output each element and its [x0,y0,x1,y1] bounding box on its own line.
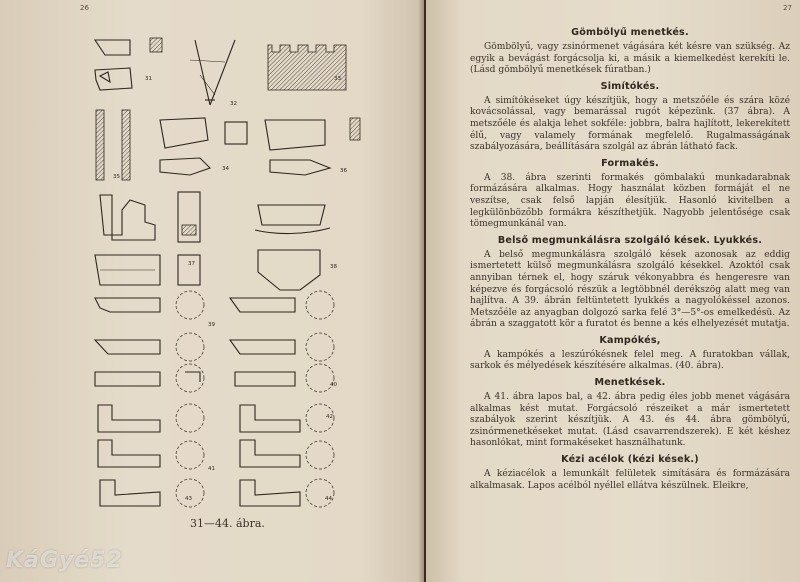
figure-31 [95,38,162,90]
figure-39 [95,291,334,361]
figure-42 [240,404,334,469]
figure-number-37: 37 [188,261,195,267]
left-page-number: 26 [80,4,89,12]
section-heading: Formakés. [601,157,659,169]
figure-32 [190,40,237,107]
figure-number-38: 38 [330,264,337,270]
figure-38 [255,205,337,290]
section-paragraph: A 41. ábra lapos bal, a 42. ábra pedig éles jobb menet vágására alkalmas kést mutat. Forgácsoló részeiket a már ismertetett szabályok szerint készítjük. A 43. és 44. ábra gömbölyű, zsinórmenetkéseket mutat. (Lásd csavarrendszerek). E két késhez hasonlókat, mint formakéseket használhatunk. [470,392,790,449]
figure-34 [96,110,247,180]
figure-35 [113,118,360,180]
section-paragraph: A kéziacélok a lemunkált felületek simítására és formázására alkalmasak. Lapos acélból nyéllel ellátva készülnek. Eleikre, [470,469,790,491]
figure-number-36: 36 [340,168,347,174]
section-heading: Menetkések. [594,377,666,389]
section-heading: Gömbölyű menetkés. [571,27,689,38]
figure-number-39: 39 [208,322,215,328]
section-paragraph: Gömbölyű, vagy zsinórmenet vágására két késre van szükség. Az egyik a bevágást forgácsolja ki, a másik a kiemelkedést kerekíti le. (Lásd gömbölyű menetkések fúratban.) [470,42,790,76]
figure-number-40: 40 [330,382,337,388]
figure-number-41: 41 [208,466,215,472]
section-paragraph: A 38. ábra szerinti formakés gömbalakú munkadarabnak formázására alkalmas. Hogy használat közben formáját el ne veszítse, csak felső lapján élesítjük. Hasonló kivitelben a legkülönbözőbb formákra készíthetjük. Nagyobb jelentősége csak tömegmunkánál van. [470,172,790,230]
section-heading: Kampókés, [599,334,661,346]
section-heading: Belső megmunkálásra szolgáló kések. Lyukkés. [497,234,763,246]
figure-40 [95,364,337,392]
figure-caption: 31—44. ábra. [190,517,265,530]
section-paragraph: A kampókés a leszúrókésnek felel meg. A furatokban vállak, sarkok és mélyedések készítésére alkalmas. (40. ábra). [470,349,790,372]
figure-44 [240,479,334,507]
section-paragraph: A simítókéseket úgy készítjük, hogy a metszőéle és szára közé kovácsolással, vagy bemarással rugót képezünk. (37 ábra). A metszőéle és alakja lehet sokféle: jobbra, balra hajlított, lekerekített élű, vagy valamely formának megfelelő. Rugalmasságának szabályozására, beállítására szolgál az ábrán látható fack. [470,95,790,153]
watermark: KáGyé52 [6,548,123,573]
figure-43 [100,479,204,507]
figure-33 [268,45,346,90]
section-heading: Simítókés. [600,80,660,92]
figure-number-43: 43 [185,496,192,502]
section-paragraph: A belső megmunkálásra szolgáló kések azonosak az eddig ismertetett külső megmunkálásra szolgáló késekkel. Azoktól csak annyiban térnek el, hogy száruk vékonyabbra és hengeresre van képezve és forgácsoló részük a legtöbbnél derékszög alatt meg van hajlítva. A 39. ábrán feltüntetett lyukkés a nagyolókéssel azonos. Metszőéle az anyagban dolgozó sarka felé 3°—5°-os emelkedésü. Az ábrán a szaggatott kör a furatot és benne a kés elhelyezését mutatja. [470,249,790,330]
right-page [426,0,800,582]
figure-number-33: 33 [334,76,341,82]
right-page-text [470,24,790,496]
figure-number-35: 35 [113,174,120,180]
section-heading: Kézi acélok (kézi kések.) [561,454,699,466]
right-page-number: 27 [783,4,792,12]
figure-41 [98,404,215,472]
figure-number-44: 44 [325,496,332,502]
figure-37 [95,192,200,285]
figure-number-34: 34 [222,166,229,172]
figure-number-42: 42 [326,414,333,420]
figure-number-32: 32 [230,101,237,107]
figure-number-31: 31 [145,76,152,82]
